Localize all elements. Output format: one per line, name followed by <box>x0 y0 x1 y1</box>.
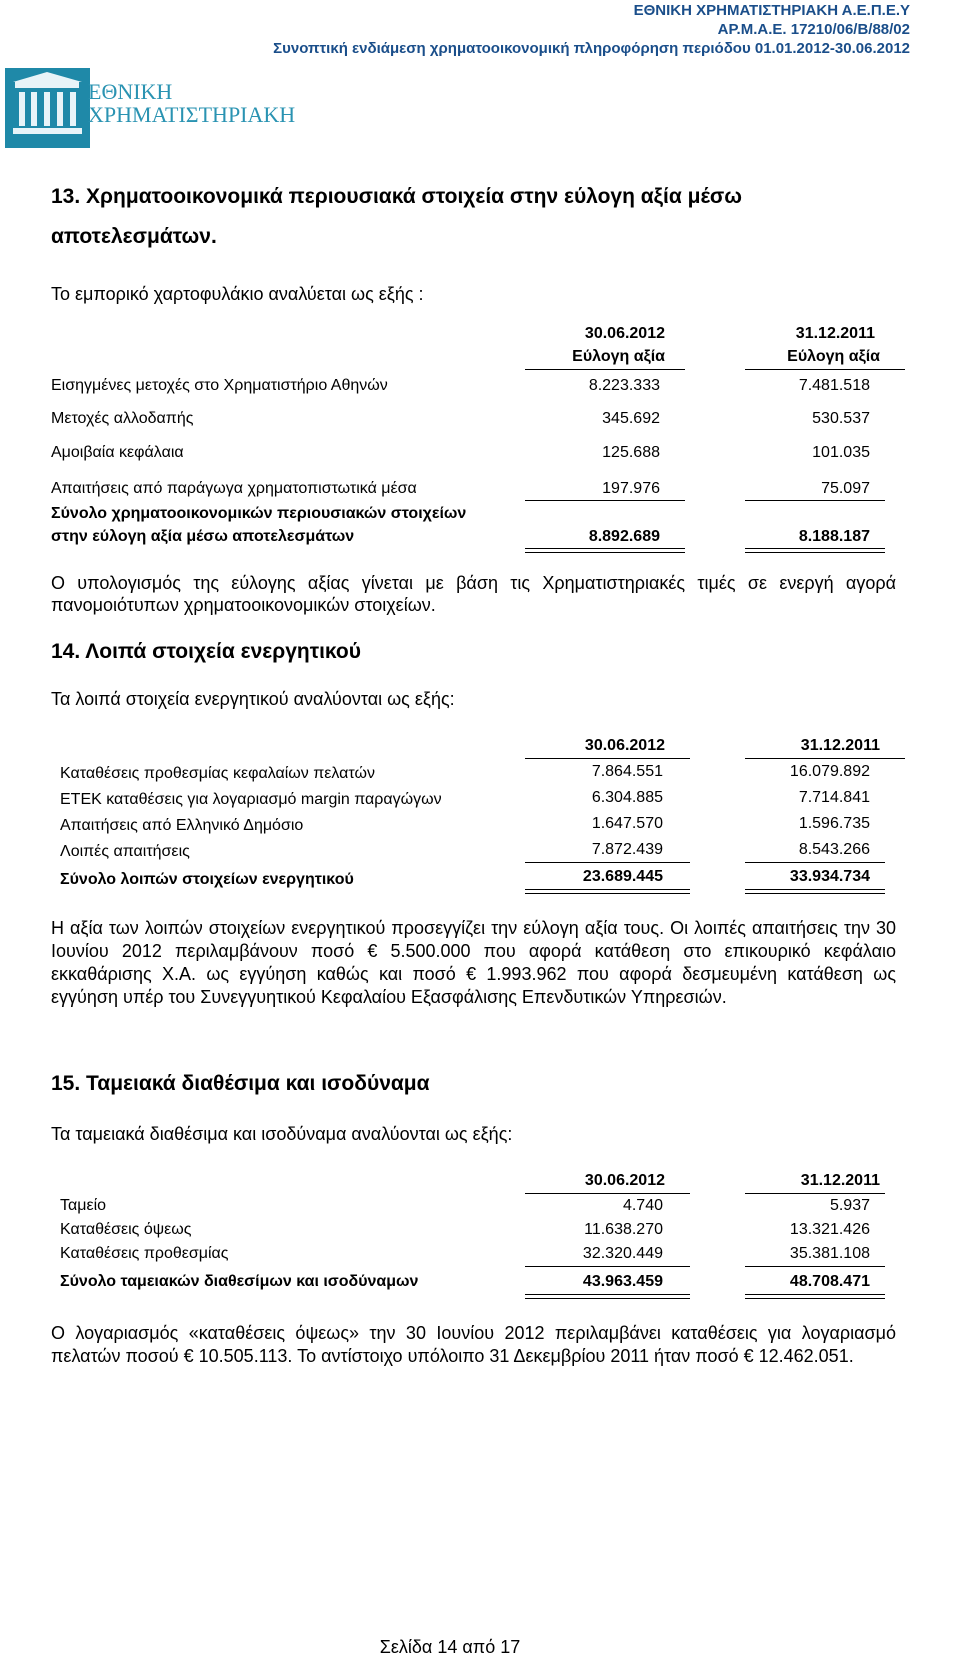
row-label: Ταμείο <box>60 1197 107 1214</box>
total-value-2012: 43.963.459 <box>582 1273 663 1290</box>
row-value-2012: 6.304.885 <box>591 789 663 806</box>
s13-intro: Το εμπορικό χαρτοφυλάκιο αναλύεται ως εξής : <box>51 284 424 304</box>
row-value-2011: 35.381.108 <box>789 1245 870 1262</box>
logo-emblem-icon <box>5 68 90 148</box>
row-value-2012: 4.740 <box>622 1197 663 1214</box>
row-label: ΕΤΕΚ καταθέσεις για λογαριασμό margin παραγώγων <box>60 791 442 808</box>
row-value-2011: 5.937 <box>829 1197 870 1214</box>
logo-text-line2: ΧΡΗΜΑΤΙΣΤΗΡΙΑΚΗ <box>88 102 296 127</box>
total-label-line2: στην εύλογη αξία μέσω αποτελεσμάτων <box>51 528 355 545</box>
row-value-2011: 8.543.266 <box>798 841 870 858</box>
s13-note: Ο υπολογισμός της εύλογης αξίας γίνεται με βάση τις Χρηματιστηριακές τιμές σε ενεργή αγορά πανομοιότυπων χρηματοοικονομικών στοιχείων. <box>51 573 896 615</box>
row-value-2011: 101.035 <box>812 444 870 461</box>
row-label: Καταθέσεις προθεσμίας κεφαλαίων πελατών <box>60 765 375 782</box>
s13-col2-subheader: Εύλογη αξία <box>787 348 880 365</box>
s13-col2-header: 31.12.2011 <box>795 325 875 342</box>
row-value-2011: 7.481.518 <box>798 377 870 394</box>
row-value-2011: 7.714.841 <box>798 789 870 806</box>
s15-col2-header: 31.12.2011 <box>800 1172 880 1189</box>
row-value-2012: 125.688 <box>602 444 660 461</box>
logo-text-line1: ΕΘΝΙΚΗ <box>88 79 173 104</box>
header-company: ΕΘΝΙΚΗ ΧΡΗΜΑΤΙΣΤΗΡΙΑΚΗ Α.Ε.Π.Ε.Υ <box>633 2 910 19</box>
row-value-2011: 75.097 <box>821 480 870 497</box>
row-value-2012: 11.638.270 <box>584 1221 663 1238</box>
total-value-2012: 23.689.445 <box>582 868 663 885</box>
s13-title-line1: 13. Χρηματοοικονομικά περιουσιακά στοιχεία στην εύλογη αξία μέσω <box>51 185 743 208</box>
row-value-2011: 1.596.735 <box>798 815 870 832</box>
row-value-2012: 7.864.551 <box>591 763 663 780</box>
s15-title: 15. Ταμειακά διαθέσιμα και ισοδύναμα <box>51 1072 430 1095</box>
s14-title: 14. Λοιπά στοιχεία ενεργητικού <box>51 640 361 663</box>
row-label: Απαιτήσεις από παράγωγα χρηματοπιστωτικά μέσα <box>51 480 417 497</box>
s14-col2-header: 31.12.2011 <box>800 737 880 754</box>
row-value-2012: 197.976 <box>602 480 660 497</box>
s14-intro: Τα λοιπά στοιχεία ενεργητικού αναλύονται ως εξής: <box>51 689 455 709</box>
total-label: Σύνολο λοιπών στοιχείων ενεργητικού <box>60 871 354 888</box>
row-label: Απαιτήσεις από Ελληνικό Δημόσιο <box>60 817 304 834</box>
row-label: Καταθέσεις όψεως <box>60 1221 192 1238</box>
row-label: Μετοχές αλλοδαπής <box>51 410 194 427</box>
s13-title-line2: αποτελεσμάτων. <box>51 225 217 248</box>
s14-note: Η αξία των λοιπών στοιχείων ενεργητικού προσεγγίζει την εύλογη αξία τους. Οι λοιπές απαιτήσεις την 30 Ιουνίου 2012 περιλαμβάνουν ποσό € 5.500.000 που αφορά κατάθεση στο επικουρικό κεφάλαιο εκκαθάρισης Χ.Α. ως εγγύηση καθώς και ποσό € 1.993.962 που αφορά δεσμευμένη κατάθεση ως εγγύηση υπέρ του Συνεγγυητικού Κεφαλαίου Εξασφάλισης Επενδυτικών Υπηρεσιών. <box>51 918 896 1007</box>
row-value-2012: 1.647.570 <box>591 815 663 832</box>
header-period: Συνοπτική ενδιάμεση χρηματοοικονομική πληροφόρηση περιόδου 01.01.2012-30.06.2012 <box>273 40 910 57</box>
total-label-line1: Σύνολο χρηματοοικονομικών περιουσιακών στοιχείων <box>51 505 467 522</box>
total-value-2011: 33.934.734 <box>789 868 870 885</box>
row-label: Λοιπές απαιτήσεις <box>60 843 190 860</box>
row-value-2012: 32.320.449 <box>582 1245 663 1262</box>
row-value-2011: 16.079.892 <box>789 763 870 780</box>
row-label: Καταθέσεις προθεσμίας <box>60 1245 229 1262</box>
total-value-2011: 48.708.471 <box>789 1273 870 1290</box>
header-registration: ΑΡ.Μ.Α.Ε. 17210/06/Β/88/02 <box>717 21 910 38</box>
row-value-2012: 345.692 <box>602 410 660 427</box>
row-value-2011: 13.321.426 <box>789 1221 870 1238</box>
s13-col1-subheader: Εύλογη αξία <box>572 348 665 365</box>
s14-col1-header: 30.06.2012 <box>584 737 665 754</box>
row-value-2012: 7.872.439 <box>591 841 663 858</box>
page-number: Σελίδα 14 από 17 <box>379 1637 521 1657</box>
s15-note: Ο λογαριασμός «καταθέσεις όψεως» την 30 Ιουνίου 2012 περιλαμβάνει καταθέσεις για λογαριασμό πελατών ποσού € 10.505.113. Το αντίστοιχο υπόλοιπο 31 Δεκεμβρίου 2011 ήταν ποσό € 12.462.051. <box>51 1323 896 1366</box>
s13-col1-header: 30.06.2012 <box>584 325 665 342</box>
s15-col1-header: 30.06.2012 <box>584 1172 665 1189</box>
s15-intro: Τα ταμειακά διαθέσιμα και ισοδύναμα αναλύονται ως εξής: <box>51 1124 513 1144</box>
total-value-2012: 8.892.689 <box>588 528 660 545</box>
row-label: Εισηγμένες μετοχές στο Χρηματιστήριο Αθηνών <box>51 377 388 394</box>
row-value-2012: 8.223.333 <box>588 377 660 394</box>
row-label: Αμοιβαία κεφάλαια <box>51 444 184 461</box>
total-label: Σύνολο ταμειακών διαθεσίμων και ισοδύναμων <box>60 1273 419 1290</box>
row-value-2011: 530.537 <box>812 410 870 427</box>
total-value-2011: 8.188.187 <box>798 528 870 545</box>
